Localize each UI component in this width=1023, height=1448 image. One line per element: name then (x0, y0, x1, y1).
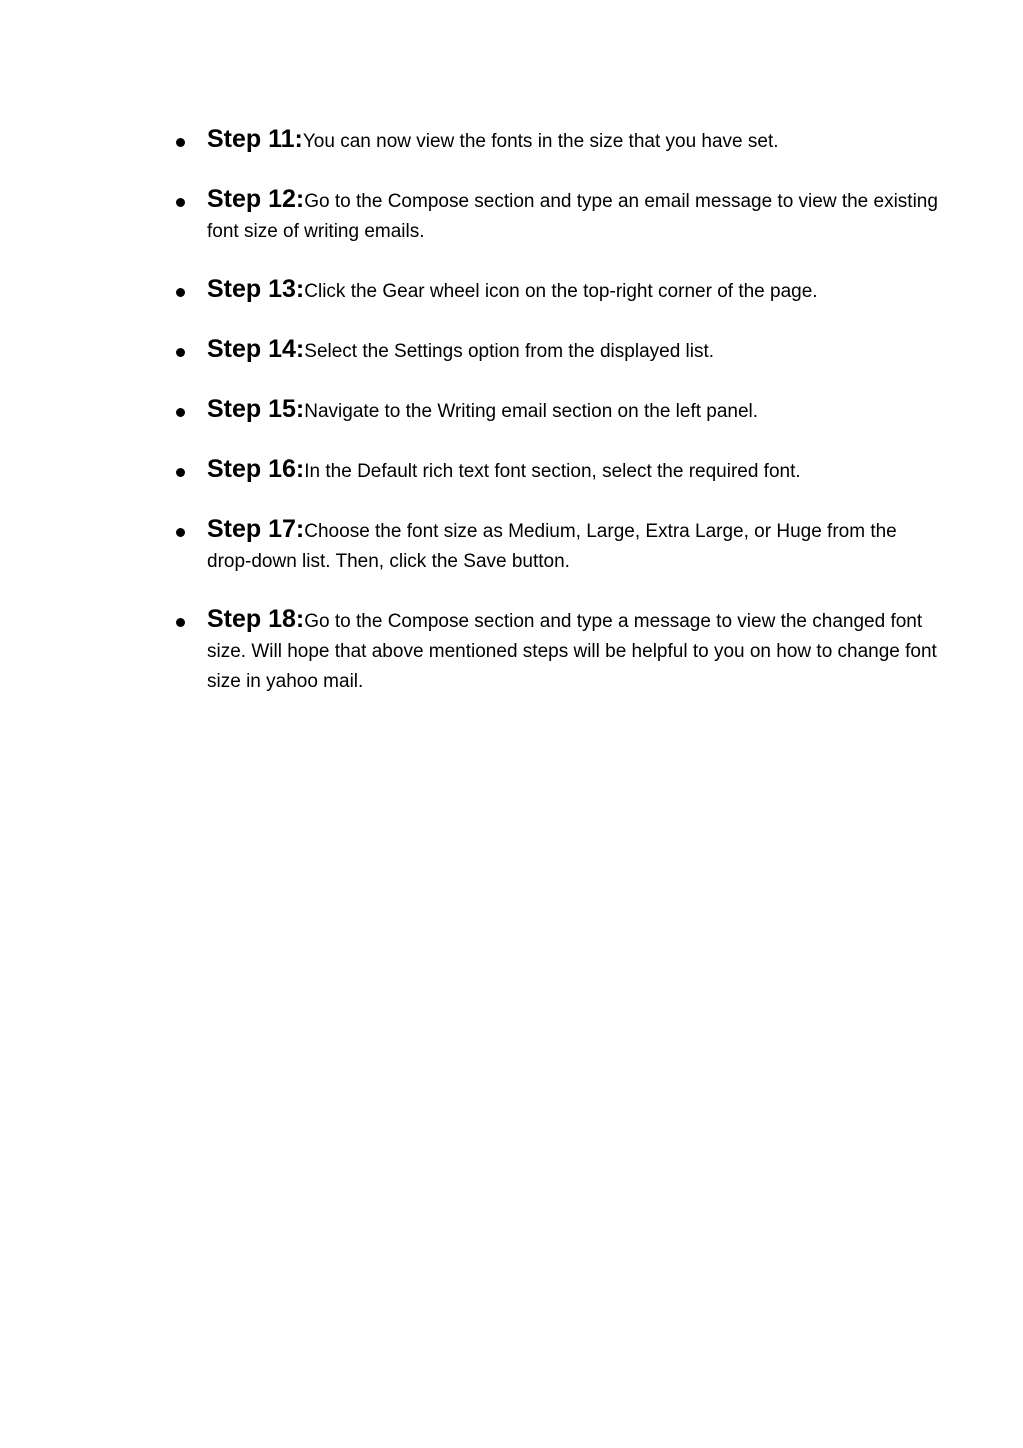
list-item-step-15 (0, 394, 1023, 427)
step-label: Step 15: (207, 395, 305, 423)
list-item-step-12 (0, 184, 1023, 247)
list-item-step-11 (0, 124, 1023, 157)
bullet-icon (176, 138, 185, 147)
bullet-icon (176, 288, 185, 297)
step-text: Select the Settings option from the displayed list. (304, 341, 715, 362)
step-text: Click the Gear wheel icon on the top-right corner of the page. (304, 281, 818, 302)
list-item-step-17 (0, 514, 1023, 577)
list-item-step-14 (0, 334, 1023, 367)
list-item-step-18 (0, 604, 1023, 697)
step-label: Step 16: (207, 455, 305, 483)
bullet-icon (176, 408, 185, 417)
bullet-icon (176, 528, 185, 537)
step-text: You can now view the fonts in the size that you have set. (302, 131, 779, 152)
step-text: Go to the Compose section and type an email message to view the existing font size of writing emails. (207, 191, 938, 242)
step-label: Step 11: (207, 125, 303, 153)
step-text: Go to the Compose section and type a message to view the changed font size. Will hope that above mentioned steps will be helpful to you on how to change font size in yahoo mail. (207, 611, 937, 692)
list-item-step-16 (0, 454, 1023, 487)
step-label: Step 12: (207, 185, 305, 213)
step-label: Step 18: (207, 605, 305, 633)
bullet-icon (176, 468, 185, 477)
step-text: In the Default rich text font section, select the required font. (304, 461, 801, 482)
step-label: Step 14: (207, 335, 305, 363)
bullet-icon (176, 618, 185, 627)
step-text: Navigate to the Writing email section on the left panel. (304, 401, 759, 422)
list-item-step-13 (0, 274, 1023, 307)
step-label: Step 13: (207, 275, 305, 303)
step-label: Step 17: (207, 515, 305, 543)
steps-list (0, 124, 1023, 724)
bullet-icon (176, 198, 185, 207)
bullet-icon (176, 348, 185, 357)
step-text: Choose the font size as Medium, Large, Extra Large, or Huge from the drop-down list. Then, click the Save button. (207, 521, 897, 572)
